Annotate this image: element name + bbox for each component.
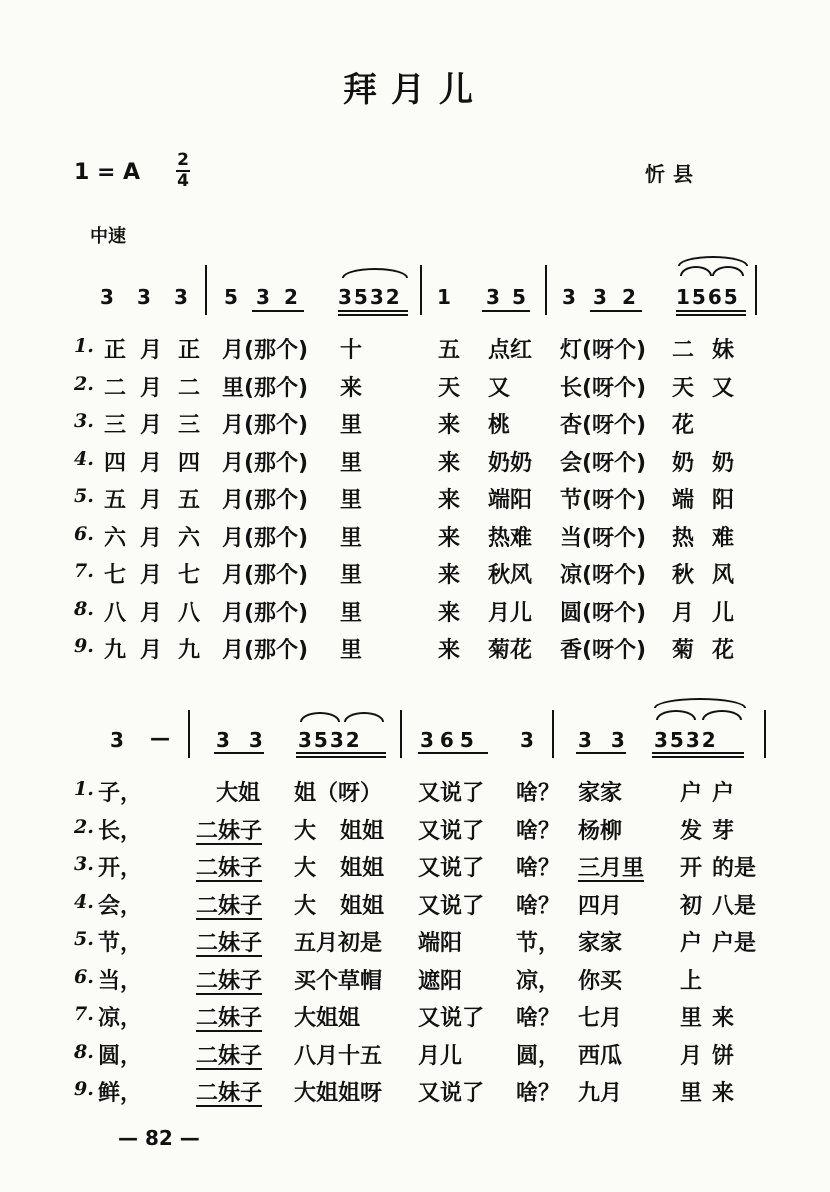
lyric-word: 月 [140,563,163,588]
slur [654,698,746,708]
lyric-word: 初 [680,893,703,919]
origin-place: 忻县 [645,162,701,186]
note-group: 365 [420,728,480,752]
lyric-word: 来 [438,600,461,626]
lyric-word: 妹 [712,338,735,363]
lyric-word: 又说了 [418,781,485,806]
slur [712,266,744,276]
lyric-word: 又说了 [418,856,485,881]
lyric-word: 月(那个) [222,600,309,626]
song-title: 拜月儿 [343,70,487,110]
lyric-word: 热难 [488,525,533,551]
lyric-word: 来 [438,413,461,438]
beam [576,752,626,754]
lyric-word: 节， [98,931,143,956]
lyric-word: 月(那个) [222,488,309,513]
lyric-word: 月 [680,1043,703,1069]
verse-number: 7. [74,1003,94,1025]
lyric-word: 凉， [98,1006,143,1031]
lyric-word: 端 [672,488,695,513]
lyric-word: 啥？ [516,1081,561,1106]
lyric-word: 月(那个) [222,638,309,663]
lyric-word: 七 [178,563,201,588]
lyric-word: 奶奶 [488,450,533,476]
slur [300,712,340,722]
barline [545,265,547,315]
lyric-word: 月 [140,638,163,663]
lyric-word: 杨柳 [578,818,623,844]
lyric-word: 来 [712,1006,735,1031]
lyric-word: 又 [488,375,511,401]
lyric-word: 儿 [712,600,735,626]
lyric-word: 八 [104,600,127,626]
lyric-word: 天 [438,375,461,401]
lyric-word: 里 [340,563,363,588]
lyric-word: 五 [178,488,201,513]
note: 3 [486,285,500,309]
lyric-word: 又 [712,375,735,401]
verse-number: 8. [74,597,94,620]
verse-number: 2. [74,815,94,838]
lyric-word: 大 [294,893,317,919]
barline [188,710,190,758]
note: 5 [224,285,238,309]
lyric-word: 来 [438,563,461,588]
lyric-word: 奶 [712,450,735,476]
slur [702,710,742,720]
lyric-word: 五 [438,338,461,363]
lyric-word: 花 [712,638,735,663]
lyric-word: 阳 [712,488,735,513]
lyric-word: 又说了 [418,1081,485,1106]
note-group: 1565 [676,285,740,309]
lyric-word: 里 [340,450,363,476]
lyric-word: 四月 [578,893,623,919]
lyric-word: 节， [516,931,561,956]
lyric-word: 你买 [578,968,623,994]
note-group: 3532 [338,285,402,309]
lyric-word: 月 [140,338,163,363]
verse-number: 9. [74,1078,94,1100]
lyric-word: 四 [178,450,201,476]
lyric-word: 来 [438,488,461,513]
time-sig-bottom: 4 [177,171,189,191]
lyric-word: 七 [104,563,127,588]
lyric-word: 大 [294,856,317,881]
note: 3 [593,285,607,309]
dash: — [150,726,170,750]
lyric-word: 大姐姐 [294,1006,361,1031]
lyric-word: 开， [98,856,143,881]
lyric-word: 月 [140,375,163,401]
note-group: 3 3 [216,728,269,752]
note: 2 [284,285,298,309]
verse-number: 4. [74,447,94,470]
barline [764,710,766,758]
lyric-word: 月儿 [418,1043,463,1069]
note-group: 3 3 [578,728,631,752]
lyric-word: 户 [712,781,735,806]
lyric-word: 里 [340,413,363,438]
lyric-word: 月 [140,525,163,551]
note: 3 [562,285,576,309]
verse-number: 5. [74,928,94,950]
lyric-word: 户是 [712,931,757,956]
lyric-word: 凉， [516,968,561,994]
lyric-word: 奶 [672,450,695,476]
time-sig-top: 2 [177,150,189,170]
lyric-word: 又说了 [418,1006,485,1031]
verse-number: 2. [74,372,94,395]
note-group: 3532 [298,728,362,752]
beam [482,310,530,312]
time-signature [176,152,190,190]
beam [252,310,304,312]
beam [296,756,386,758]
lyric-word: 大姐 [216,781,261,806]
lyric-word: 姐姐 [340,818,385,844]
lyric-word: 又说了 [418,818,485,844]
lyric-word: 十 [340,338,363,363]
page-number: — 82 — [118,1126,200,1150]
barline [755,265,757,315]
verse-number: 1. [74,335,94,357]
beam [296,752,386,754]
lyric-word: 八月十五 [294,1043,383,1069]
lyric-word: 家家 [578,781,623,806]
barline [400,710,402,758]
beam [676,310,746,312]
lyric-word: 月 [140,450,163,476]
lyric-word: 四 [104,450,127,476]
lyric-word: 月 [140,413,163,438]
lyric-word: 六 [104,525,127,551]
lyric-word: 端阳 [418,931,463,956]
verse-number: 4. [74,890,94,913]
note: 5 [512,285,526,309]
lyric-word: 发 [680,818,703,844]
lyric-word: 子， [98,781,143,806]
lyric-word: 二 [178,375,201,401]
lyric-word: 桃 [488,413,511,438]
lyric-word: 月 [140,600,163,626]
beam [676,314,746,316]
note: 3 [137,285,151,309]
lyric-word: 风 [712,563,735,588]
verse-number: 7. [74,560,94,582]
lyric-word: 难 [712,525,735,551]
lyric-word: 点红 [488,338,533,363]
lyric-word: 里 [680,1081,703,1106]
lyric-word: 圆， [516,1043,561,1069]
note: 3 [256,285,270,309]
lyric-word: 秋 [672,563,695,588]
note: 3 [100,285,114,309]
lyric-word: 二妹子 [196,931,263,956]
lyric-word: 二妹子 [196,856,263,881]
slur [342,268,408,278]
lyric-word: 啥？ [516,818,561,844]
lyric-word: 二妹子 [196,1043,263,1069]
note: 1 [437,285,451,309]
beam [590,310,642,312]
lyric-word: 里 [340,638,363,663]
beam [418,752,488,754]
verse-number: 6. [74,522,94,545]
lyric-word: 节(呀个) [560,488,647,513]
lyric-word: 啥？ [516,856,561,881]
note: 3 [520,728,534,752]
lyric-word: 端阳 [488,488,533,513]
lyric-word: 月(那个) [222,525,309,551]
lyric-word: 花 [672,413,695,438]
lyric-word: 家家 [578,931,623,956]
lyric-word: 开 [680,856,703,881]
lyric-word: 啥？ [516,893,561,919]
lyric-word: 来 [438,525,461,551]
lyric-word: 大 [294,818,317,844]
lyric-word: 五月初是 [294,931,383,956]
note: 3 [174,285,188,309]
lyric-word: 月 [140,488,163,513]
lyric-word: 来 [712,1081,735,1106]
lyric-word: 啥？ [516,1006,561,1031]
lyric-word: 会(呀个) [560,450,647,476]
lyric-word: 当(呀个) [560,525,647,551]
verse-number: 5. [74,485,94,507]
slur [344,712,384,722]
lyric-word: 九月 [578,1081,623,1106]
lyric-word: 二 [104,375,127,401]
lyric-word: 上 [680,968,703,994]
lyric-word: 八 [178,600,201,626]
lyric-word: 九 [178,638,201,663]
verse-number: 3. [74,410,94,432]
lyric-word: 鲜， [98,1081,143,1106]
beam [214,752,264,754]
lyric-word: 杏(呀个) [560,413,647,438]
slur [680,266,712,276]
lyric-word: 遮阳 [418,968,463,994]
lyric-word: 热 [672,525,695,551]
lyric-word: 户 [680,781,703,806]
lyric-word: 灯(呀个) [560,338,647,363]
lyric-word: 九 [104,638,127,663]
lyric-word: 圆(呀个) [560,600,647,626]
lyric-word: 长， [98,818,143,844]
slur [656,710,696,720]
lyric-word: 八是 [712,893,757,919]
barline [420,265,422,315]
lyric-word: 来 [340,375,363,401]
beam [652,752,744,754]
lyric-word: 凉(呀个) [560,563,647,588]
lyric-word: 姐姐 [340,893,385,919]
lyric-word: 菊花 [488,638,533,663]
barline [205,265,207,315]
lyric-word: 芽 [712,818,735,844]
key-signature: 1 = A [74,160,141,185]
lyric-word: 香(呀个) [560,638,647,663]
lyric-word: 月(那个) [222,413,309,438]
lyric-word: 来 [438,638,461,663]
lyric-word: 来 [438,450,461,476]
lyric-word: 里 [680,1006,703,1031]
note: 2 [622,285,636,309]
lyric-word: 月(那个) [222,338,309,363]
lyric-word: 大姐姐呀 [294,1081,383,1106]
lyric-word: 月 [672,600,695,626]
lyric-word: 月(那个) [222,563,309,588]
slur [678,256,748,266]
lyric-word: 长(呀个) [560,375,647,401]
verse-number: 8. [74,1040,94,1063]
lyric-word: 三 [178,413,201,438]
lyric-word: 姐姐 [340,856,385,881]
lyric-word: 西瓜 [578,1043,623,1069]
lyric-word: 二妹子 [196,893,263,919]
lyric-word: 正 [178,338,201,363]
lyric-word: 里(那个) [222,375,309,401]
note-group: 3532 [654,728,718,752]
verse-number: 6. [74,965,94,988]
lyric-word: 二妹子 [196,818,263,844]
lyric-word: 月(那个) [222,450,309,476]
verse-number: 1. [74,778,94,800]
beam [338,310,408,312]
lyric-word: 七月 [578,1006,623,1031]
lyric-word: 三月里 [578,856,645,881]
lyric-word: 当， [98,968,143,994]
lyric-word: 里 [340,525,363,551]
lyric-word: 里 [340,488,363,513]
lyric-word: 姐（呀） [294,781,383,806]
lyric-word: 三 [104,413,127,438]
lyric-word: 里 [340,600,363,626]
lyric-word: 啥？ [516,781,561,806]
lyric-word: 圆， [98,1043,143,1069]
verse-number: 3. [74,853,94,875]
lyric-word: 五 [104,488,127,513]
lyric-word: 二妹子 [196,1006,263,1031]
lyric-word: 户 [680,931,703,956]
note: 3 [110,728,124,752]
barline [552,710,554,758]
lyric-word: 买个草帽 [294,968,383,994]
verse-number: 9. [74,635,94,657]
lyric-word: 菊 [672,638,695,663]
lyric-word: 六 [178,525,201,551]
lyric-word: 会， [98,893,143,919]
lyric-word: 又说了 [418,893,485,919]
tempo-marking: 中速 [90,226,126,247]
lyric-word: 月儿 [488,600,533,626]
lyric-word: 二妹子 [196,1081,263,1106]
beam [652,756,744,758]
lyric-word: 正 [104,338,127,363]
lyric-word: 天 [672,375,695,401]
lyric-word: 的是 [712,856,757,881]
lyric-word: 饼 [712,1043,735,1069]
beam [338,314,408,316]
lyric-word: 二 [672,338,695,363]
lyric-word: 秋风 [488,563,533,588]
lyric-word: 二妹子 [196,968,263,994]
